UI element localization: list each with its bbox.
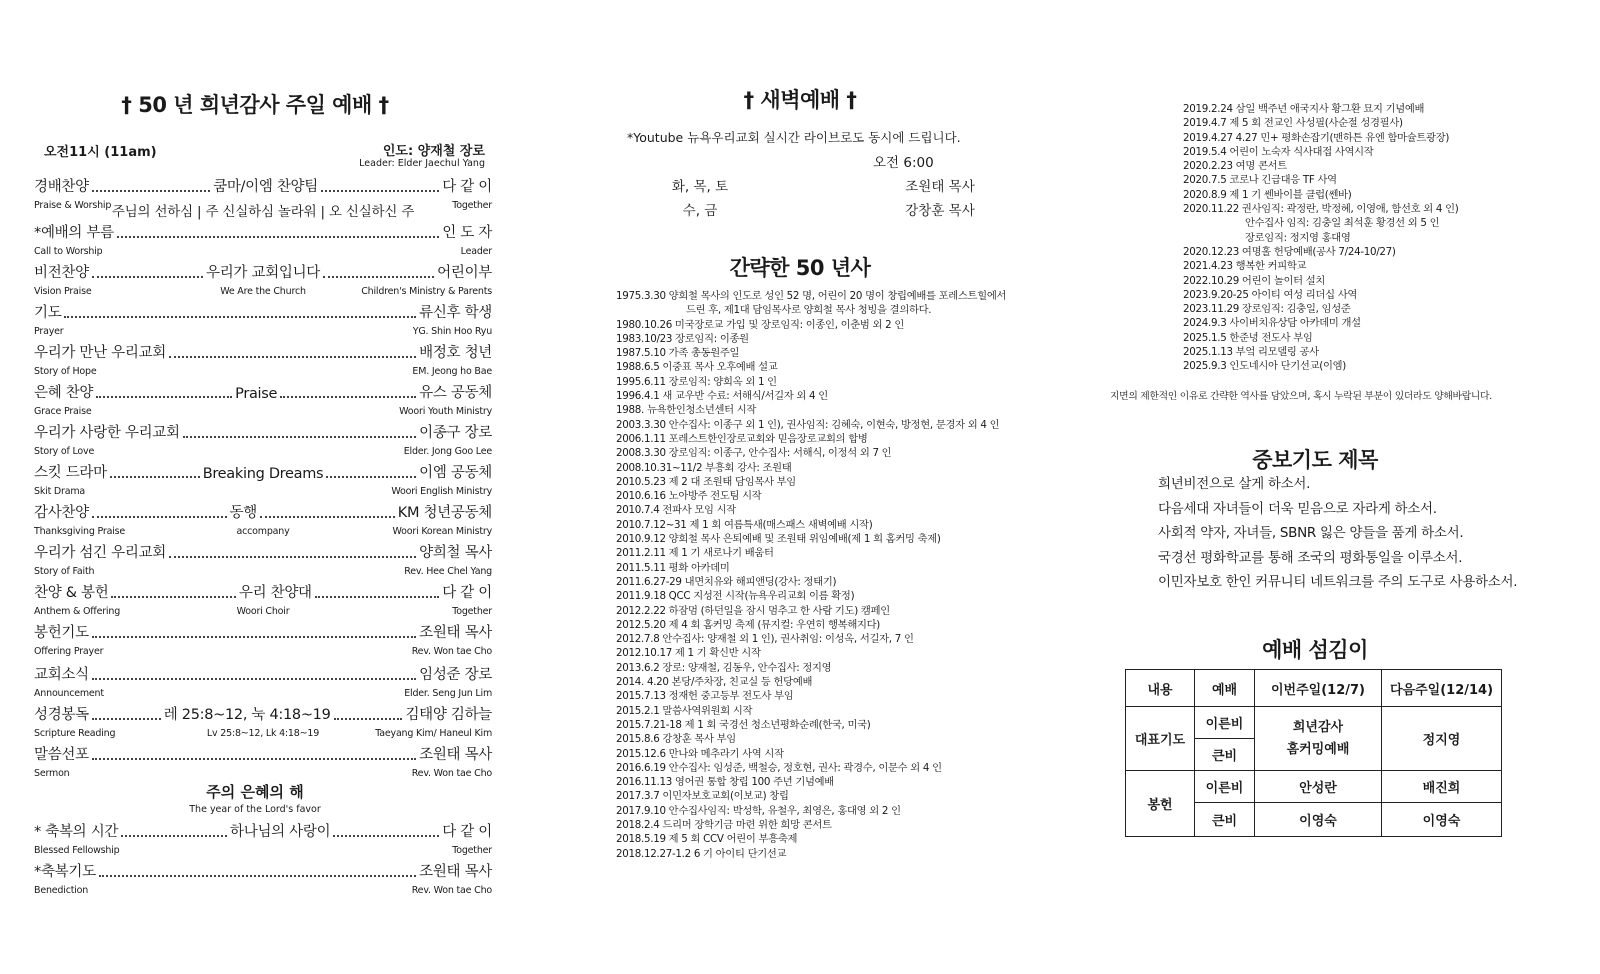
order-item [34,462,492,497]
order-item-content-en [187,366,340,377]
order-item [34,664,492,699]
order-item [34,861,492,896]
history-entry: 2008.10.31~11/2 부흥회 강사: 조원태 [616,461,792,474]
order-item-title-en: Blessed Fellowship [34,845,120,856]
dawn-time: 오전 6:00 [873,155,934,171]
order-item-title: 우리가 사랑한 우리교회 [34,425,180,441]
order-item-content: Praise [235,386,278,402]
dot-leader [169,356,416,358]
order-item-leader: 어린이부 [437,265,492,281]
history-entry: 2015.2.1 말씀사역위원회 시작 [616,704,753,717]
order-item-leader: 조원태 목사 [419,625,492,641]
order-item-content: 하나님의 사랑이 [230,824,331,840]
order-item-leader: 다 같 이 [442,585,492,601]
order-item-leader-en: Woori English Ministry [391,486,493,497]
order-item-en-line [34,326,492,337]
history-entry: 2015.7.13 정재헌 중고등부 전도사 부임 [616,690,794,703]
service-helpers-title: 예배 섬김이 [1262,638,1368,662]
dawn-service-title: † 새벽예배 † [743,88,857,112]
late-label: 큰비 [1195,739,1255,771]
order-item-leader-en: Together [452,606,493,617]
history-title: 간략한 50 년사 [729,256,871,280]
th-this-week: 이번주일(12/7) [1255,670,1382,707]
order-item-leader: 김태양 김하늘 [405,707,493,723]
prayer-item: 사회적 약자, 자녀들, SBNR 잃은 양들을 품게 하소서. [1158,525,1464,541]
history-entry: 2025.1.13 부엌 리모델링 공사 [1183,346,1319,359]
order-item-title-en: Grace Praise [34,406,92,417]
order-item-title: 찬양 & 봉헌 [34,585,109,601]
history-entry: 2016.6.19 안수집사: 임성준, 백철승, 정호현, 권사: 곽경수, 이문수 외 4 인 [616,761,942,774]
history-entry: 2014. 4.20 본당/주차장, 친교실 등 헌당예배 [616,676,813,689]
order-item [34,821,492,856]
order-item-content: 쿰마/이엠 찬양팀 [213,179,318,195]
history-entry: 2008.3.30 장로임직: 이종구, 안수집사: 서해식, 이정석 외 7 인 [616,447,892,460]
dot-leader [333,835,439,837]
order-item-content-en [187,688,340,699]
history-entry: 안수집사 임직: 김충일 최석훈 황경선 외 5 인 [1245,217,1440,230]
order-item-line [34,582,492,602]
history-entry: 1975.3.30 양희철 목사의 인도로 성인 52 명, 어린이 20 명이 창립예배를 포레스트힐에서 [616,290,1007,302]
history-entry: 2015.8.6 강창훈 목사 부임 [616,733,736,746]
history-entry: 2017.9.10 안수집사임직: 박성학, 유철우, 최영은, 홍대영 외 2 인 [616,804,901,817]
rep-prayer-label: 대표기도 [1126,707,1195,771]
youtube-note: *Youtube 뉴욕우리교회 실시간 라이브로도 동시에 드립니다. [627,130,961,145]
order-item-line [34,262,492,282]
order-item-title-en: Vision Praise [34,286,92,297]
dot-leader [96,396,232,398]
dot-leader [92,190,210,192]
history-entry: 2011.9.18 QCC 지성전 시작(뉴욕우리교회 이름 확정) [616,590,855,603]
late-label: 큰비 [1195,803,1255,837]
service-leader-en: Leader: Elder Jaechul Yang [359,158,485,169]
order-item-line [34,382,492,402]
order-item-content: 동행 [229,505,257,521]
order-item [34,222,492,257]
order-item-leader: 인 도 자 [442,225,492,241]
order-item-line [34,622,492,642]
early-label: 이른비 [1195,707,1255,739]
dot-leader [121,835,227,837]
history-entry: 2010.9.12 양희철 목사 은퇴예배 및 조원태 위임예배(제 1 회 홈커밍 축제) [616,533,941,546]
order-item-en-line [34,845,492,856]
offering-early-next: 배진희 [1382,771,1502,803]
order-item-title-en: Benediction [34,885,89,896]
order-item-title-en: Call to Worship [34,246,103,257]
sermon-title: 주의 은혜의 해 [206,783,304,801]
history-entry: 2013.6.2 장로: 양재철, 김동우, 안수집사: 정지영 [616,661,832,674]
offering-late-next: 이영숙 [1382,803,1502,837]
order-item-en-line [34,566,492,577]
history-list [616,289,1006,861]
history-entry: 2018.12.27-1.2 6 기 아이티 단기선교 [616,847,787,860]
history-entry: 1995.6.11 장로임직: 양희옥 외 1 인 [616,375,777,388]
history-entry: 2011.6.27-29 내면치유와 해피앤딩(강사: 정태기) [616,575,837,588]
order-item [34,176,492,220]
th-service: 예배 [1195,670,1255,707]
order-item-line [34,861,492,881]
order-item-title-en: Announcement [34,688,104,699]
dot-leader [280,396,416,398]
history-entry: 2020.11.22 권사임직: 곽정란, 박정혜, 이영애, 함선호 외 4 인) [1183,203,1459,216]
history-note: 지면의 제한적인 이유로 간략한 역사를 담았으며, 혹시 누락된 부분이 있더라도 양해바랍니다. [1110,391,1492,402]
order-item-leader-en: Taeyang Kim/ Haneul Kim [375,728,493,739]
service-helpers-table [1125,669,1502,837]
dot-leader [92,758,416,760]
order-item-line [34,704,492,724]
order-item-leader: 임성준 장로 [419,667,492,683]
order-item-leader-en: YG. Shin Hoo Ryu [412,326,493,337]
offering-late-this: 이영숙 [1255,803,1382,837]
order-item-en-line [34,246,492,257]
order-item-leader-en: Rev. Hee Chel Yang [404,566,493,577]
history-entry: 2023.9.20-25 아이티 여성 리더십 사역 [1183,288,1357,301]
history-entry: 2025.1.5 한준녕 전도사 부임 [1183,331,1313,344]
order-item-en-line [34,366,492,377]
history-entry: 1988.6.5 이중표 목사 오후예배 설교 [616,361,778,374]
history-entry: 드린 후, 제1대 담임목사로 양희철 목사 청빙을 결의하다. [686,304,932,317]
dot-leader [321,190,439,192]
order-item-line [34,664,492,684]
dot-leader [334,718,403,720]
order-item [34,704,492,739]
history-entry: 2011.2.11 제 1 기 새로나기 배움터 [616,547,774,560]
order-item-en-line [34,406,492,417]
order-item-title-en: Story of Faith [34,566,95,577]
history-entry: 2018.2.4 드리머 장학기금 마련 위한 희망 콘서트 [616,818,832,831]
history-list-continued [1183,102,1458,374]
history-entry: 2020.2.23 여명 콘서트 [1183,160,1287,173]
history-entry: 2017.3.7 이민자보호교회(이보교) 창립 [616,790,789,803]
order-item-title: *예배의 부름 [34,225,114,241]
order-item-leader: KM 청년공동체 [397,505,493,521]
service-time: 오전11시 (11am) [44,145,157,160]
history-entry: 2025.9.3 인도네시아 단기선교(이엠) [1183,360,1346,373]
order-item-en-line [34,768,492,779]
prayer-item: 국경선 평화학교를 통해 조국의 평화통일을 이루소서. [1158,549,1463,566]
history-entry: 2011.5.11 평화 아카데미 [616,561,730,574]
order-item-en-line [34,688,492,699]
order-item [34,502,492,537]
order-item-content: Breaking Dreams [202,466,324,482]
history-entry: 2003.3.30 안수집사: 이종구 외 1 인), 권사임직: 김혜숙, 이현숙, 방정현, 문경자 외 4 인 [616,418,1000,431]
dot-leader [92,636,416,638]
order-item-title-en: Story of Hope [34,366,97,377]
order-item-en-line [34,446,492,457]
order-item-content: 레 25:8~12, 눅 4:18~19 [163,707,331,723]
history-entry: 2012.2.22 하잠멈 (하던일을 잠시 멈추고 한 사람 기도) 캠페인 [616,604,890,617]
history-entry: 2012.5.20 제 4 회 홈커밍 축제 (뮤지컬: 우연히 행복해지다) [616,618,880,631]
history-entry: 1988. 뉴욕한인청소년센터 시작 [616,404,757,417]
order-item-leader: 양희철 목사 [419,545,492,561]
history-entry: 2021.4.23 행복한 커피학교 [1183,260,1307,273]
order-item-title: 말씀선포 [34,747,89,763]
order-item-en-line [34,728,492,739]
history-entry: 1996.4.1 새 교우반 수료: 서해식/서길자 외 4 인 [616,390,828,403]
order-item-title-en: Scripture Reading [34,728,116,739]
order-item-content-en [187,566,340,577]
order-item-leader-en: Elder. Seng Jun Lim [404,688,493,699]
order-item-leader: 조원태 목사 [419,747,492,763]
order-item [34,262,492,297]
order-item-title-en: Thanksgiving Praise [34,526,126,537]
dot-leader [183,436,416,438]
order-item-content-en [187,486,340,497]
order-item-content-en: accompany [236,526,290,537]
order-item-leader: 류신후 학생 [419,305,492,321]
dot-leader [92,718,161,720]
dot-leader [260,516,395,518]
order-item-title: 성경봉독 [34,707,89,723]
history-entry: 장로임직: 정지영 홍대영 [1245,231,1351,244]
order-item-line [34,462,492,482]
order-item-leader: 배정호 청년 [419,345,492,361]
order-item-en-line [34,286,492,297]
dot-leader [110,476,200,478]
dot-leader [92,678,416,680]
history-entry: 2019.2.24 삼일 백주년 애국지사 황그환 묘지 기념예배 [1183,103,1425,115]
order-item-title: 기도 [34,305,62,321]
order-item-en-line [34,486,492,497]
th-content: 내용 [1126,670,1195,707]
order-item-en-line [34,646,492,657]
order-item-content-en [187,646,340,657]
dot-leader [326,476,416,478]
schedule-pastor-2: 강창훈 목사 [905,203,975,219]
history-entry: 2019.4.27 4.27 민+ 평화손잡기(맨하튼 유엔 함마슐트광장) [1183,131,1450,144]
dot-leader [92,516,227,518]
history-entry: 1987.5.10 가족 총동원주일 [616,347,740,360]
order-item-line [34,176,492,196]
order-item-title: 우리가 섬긴 우리교회 [34,545,166,561]
order-item [34,542,492,577]
schedule-pastor-1: 조원태 목사 [905,179,975,195]
order-item [34,744,492,779]
order-item-leader: 이종구 장로 [419,425,492,441]
order-item-content-en: Lv 25:8~12, Lk 4:18~19 [206,728,320,739]
order-item-leader-en: Elder. Jong Goo Lee [403,446,493,457]
order-item-line [34,821,492,841]
dot-leader [315,596,439,598]
sermon-title-en: The year of the Lord's favor [189,804,321,815]
order-item-leader-en: Woori Korean Ministry [392,526,493,537]
history-entry: 2018.5.19 제 5 회 CCV 어린이 부흥축제 [616,833,798,846]
order-item-leader: 조원태 목사 [419,864,492,880]
history-entry: 2020.12.23 여명홀 헌당예배(공사 7/24-10/27) [1183,245,1396,258]
order-item-title-en: Offering Prayer [34,646,104,657]
prayer-list [1158,472,1517,595]
order-item-title: * 축복의 시간 [34,824,119,840]
order-item-en-line [34,885,492,896]
order-item-en-line [34,526,492,537]
order-item-content: 우리 찬양대 [238,585,312,601]
order-item-content-en: 주님의 선하심 | 주 신실하심 놀라워 | 오 신실하신 주 [111,204,415,220]
order-item-title-en: Praise & Worship [34,200,112,211]
order-item-leader-en: Rev. Won tae Cho [411,885,493,896]
order-item-content-en [187,768,340,779]
order-item-leader: 이엠 공동체 [419,465,492,481]
order-item-title: 우리가 만난 우리교회 [34,345,166,361]
order-item [34,342,492,377]
order-item-title: 은혜 찬양 [34,385,94,401]
history-entry: 2020.7.5 코로나 긴급대응 TF 사역 [1183,174,1337,187]
order-item-content-en [187,246,340,257]
order-item [34,382,492,417]
order-item-line [34,502,492,522]
history-entry: 2022.10.29 어린이 놀이터 설치 [1183,274,1326,287]
dot-leader [323,276,434,278]
rep-prayer-next: 정지영 [1382,707,1502,771]
order-item-line [34,744,492,764]
history-entry: 2015.12.6 만나와 메추라기 사역 시작 [616,747,784,760]
order-item [34,302,492,337]
order-item-title: 비전찬양 [34,265,89,281]
order-item-line [34,222,492,242]
order-item-title: 감사찬양 [34,505,89,521]
prayer-item: 이민자보호 한인 커뮤니티 네트워크를 주의 도구로 사용하소서. [1158,574,1518,590]
offering-early-this: 안성란 [1255,771,1382,803]
order-item-content: 우리가 교회입니다 [206,265,320,281]
order-item-title: 경배찬양 [34,179,89,195]
service-leader: 인도: 양재철 장로 [382,144,485,159]
order-item-title-en: Sermon [34,768,70,779]
prayer-item: 희년비전으로 살게 하소서. [1158,476,1311,492]
order-item-en-line [34,200,492,220]
order-item-content-en [187,326,340,337]
order-item-content-en: We Are the Church [220,286,306,297]
th-next-week: 다음주일(12/14) [1382,670,1502,707]
order-item-leader-en: Leader [460,246,493,257]
order-item [34,582,492,617]
order-item-leader-en: Rev. Won tae Cho [411,646,493,657]
early-label: 이른비 [1195,771,1255,803]
order-item-content-en [187,885,340,896]
order-item-leader-en: Rev. Won tae Cho [411,768,493,779]
order-item-line [34,422,492,442]
history-entry: 2006.1.11 포레스트한인장로교회와 믿음장로교회의 합병 [616,432,868,445]
history-entry: 2010.7.12~31 제 1 회 여름특새(매스패스 새벽예배 시작) [616,518,873,531]
dot-leader [92,276,203,278]
dot-leader [169,556,416,558]
schedule-days-1: 화, 목, 토 [671,179,729,195]
prayer-title: 중보기도 제목 [1252,448,1378,472]
order-item-leader-en: Together [452,845,493,856]
dot-leader [99,875,416,877]
history-entry: 2010.5.23 제 2 대 조원태 담임목사 부임 [616,475,796,488]
order-item-title: 스킷 드라마 [34,465,107,481]
history-entry: 2010.7.4 전파사 모임 시작 [616,504,736,517]
history-entry: 1980.10.26 미국장로교 가입 및 장로임직: 이종인, 이춘범 외 2 인 [616,318,905,331]
offering-label: 봉헌 [1126,771,1195,837]
history-entry: 2016.11.13 영어권 통합 창립 100 주년 기념예배 [616,776,834,789]
order-item-leader: 유스 공동체 [419,385,493,401]
schedule-days-2: 수, 금 [682,203,718,219]
order-item-content-en: Woori Choir [236,606,290,617]
order-item-leader-en: Woori Youth Ministry [399,406,493,417]
order-item-title: 봉헌기도 [34,625,89,641]
order-item-leader-en: Children's Ministry & Parents [361,286,493,297]
history-entry: 2015.7.21-18 제 1 회 국경선 청소년평화순례(한국, 미국) [616,718,871,731]
order-item-title-en: Story of Love [34,446,95,457]
rep-prayer-this: 희년감사 홈커밍예배 [1255,707,1382,771]
history-entry: 1983.10/23 장로임직: 이종원 [616,332,749,345]
dot-leader [111,596,235,598]
order-item [34,622,492,657]
order-item-title-en: Prayer [34,326,64,337]
history-entry: 2020.8.9 제 1 기 쎈바이블 클럽(쎈바) [1183,188,1352,201]
order-item-leader-en: Together [452,200,492,211]
order-item-line [34,542,492,562]
history-entry: 2012.7.8 안수집사: 양재철 외 1 인), 권사취임: 이성옥, 서길자, 7 인 [616,633,914,646]
order-item-leader: 다 같 이 [442,179,493,195]
sunday-service-title: † 50 년 희년감사 주일 예배 † [121,93,389,117]
history-entry: 2024.9.3 사이버치유상담 아카데미 개설 [1183,317,1361,330]
order-item [34,422,492,457]
dot-leader [64,316,416,318]
order-item-title-en: Skit Drama [34,486,86,497]
order-item-en-line [34,606,492,617]
history-entry: 2019.5.4 어린이 노숙자 식사대접 사역시작 [1183,145,1374,158]
order-item-title: *축복기도 [34,864,96,880]
prayer-item: 다음세대 자녀들이 더욱 믿음으로 자라게 하소서. [1158,500,1437,517]
history-entry: 2019.4.7 제 5 회 전교인 사성필(사순절 성경필사) [1183,117,1403,130]
order-item-title: 교회소식 [34,667,89,683]
order-item-content-en [187,406,340,417]
dot-leader [117,236,439,238]
order-item-title-en: Anthem & Offering [34,606,121,617]
order-item-content-en [187,845,340,856]
order-item-line [34,302,492,322]
order-item-leader-en: EM. Jeong ho Bae [412,366,493,377]
order-item-line [34,342,492,362]
history-entry: 2023.11.29 장로임직: 김충일, 임성준 [1183,303,1351,316]
history-entry: 2010.6.16 노아방주 전도팀 시작 [616,490,762,503]
history-entry: 2012.10.17 제 1 기 확신반 시작 [616,647,761,660]
order-item-leader: 다 같 이 [442,824,492,840]
order-item-content-en [187,446,340,457]
